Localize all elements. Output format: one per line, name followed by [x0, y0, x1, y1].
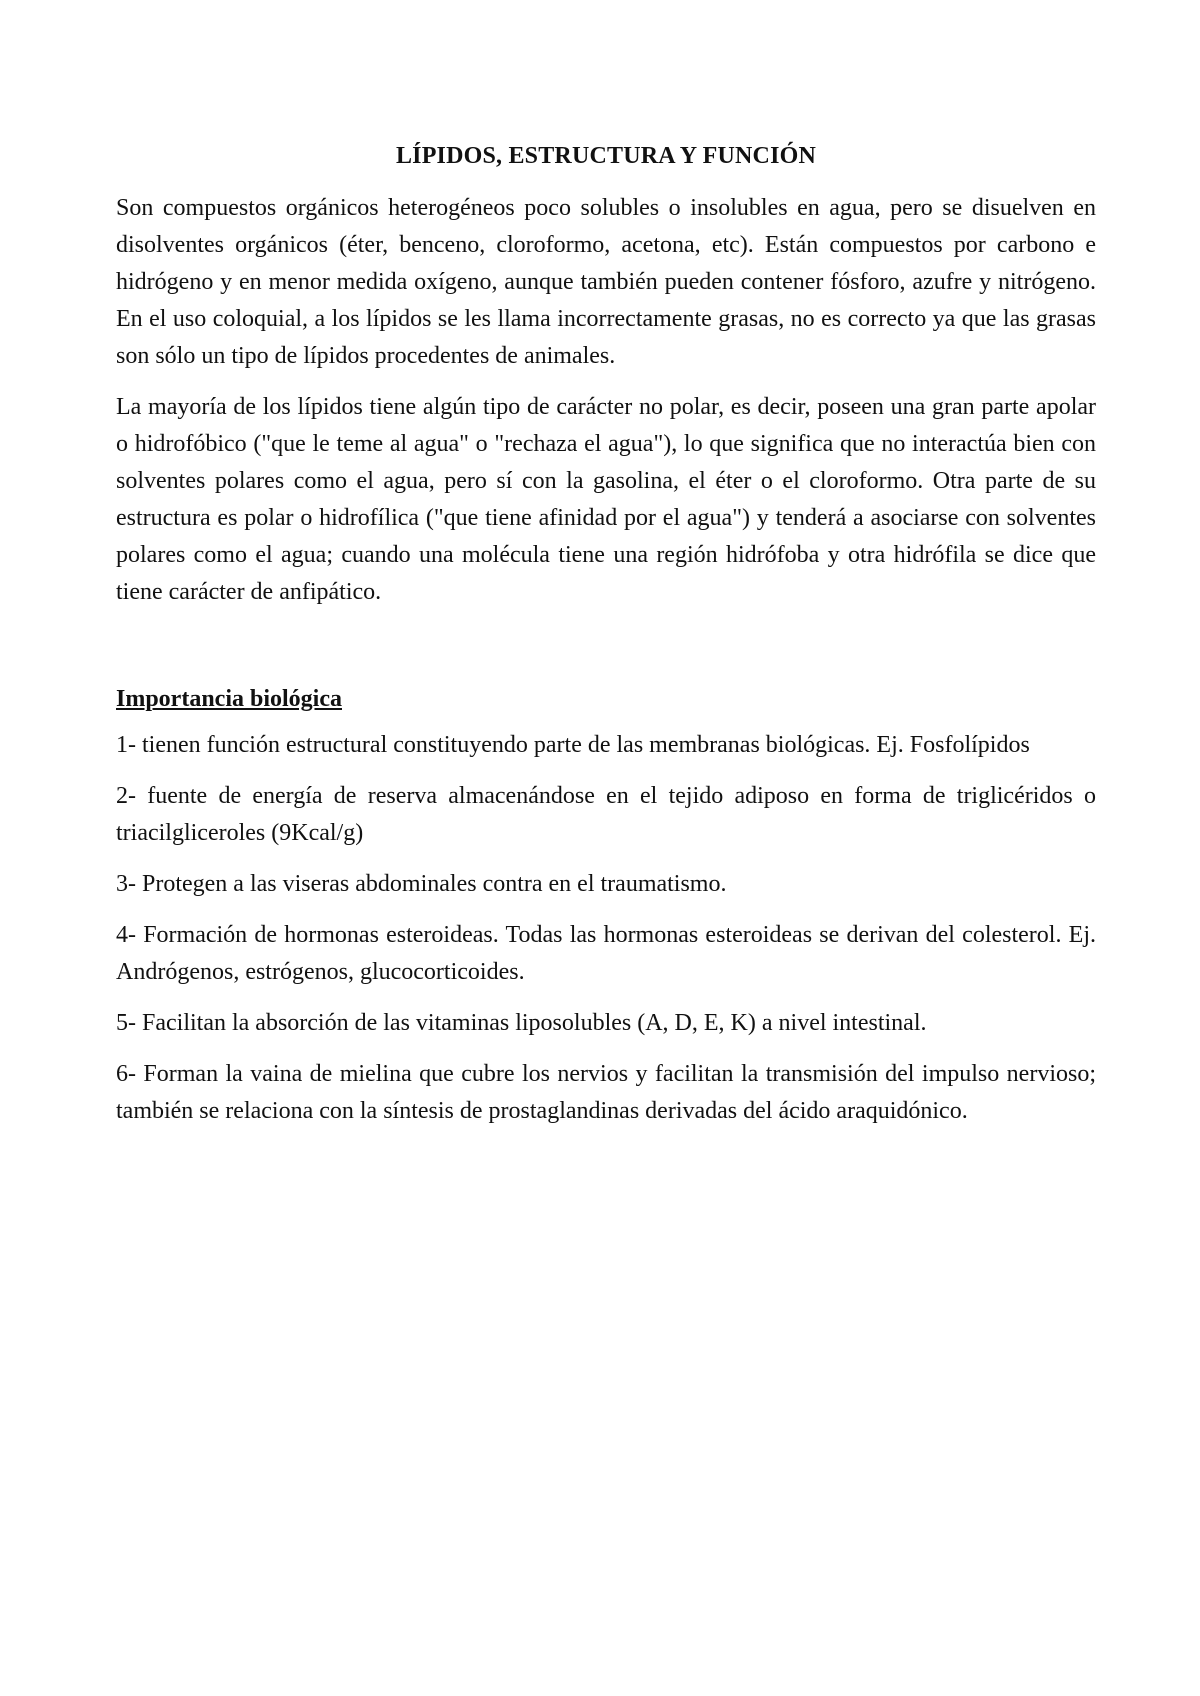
list-item: 3- Protegen a las viseras abdominales contra en el traumatismo. [116, 871, 727, 897]
list-item: 4- Formación de hormonas esteroideas. Todas las hormonas esteroideas se derivan del colesterol. Ej. Andrógenos, estrógenos, glucocorticoides. [116, 922, 1096, 985]
list-item: 5- Facilitan la absorción de las vitaminas liposolubles (A, D, E, K) a nivel intestinal. [116, 1010, 927, 1036]
polarity-paragraph: La mayoría de los lípidos tiene algún tipo de carácter no polar, es decir, poseen una gran parte apolar o hidrofóbico ("que le teme al agua" o "rechaza el agua"), lo que significa que no interactúa bien con solventes polares como el agua, pero sí con la gasolina, el éter o el cloroformo. Otra parte de su estructura es polar o hidrofílica ("que tiene afinidad por el agua") y tenderá a asociarse con solventes polares como el agua; cuando una molécula tiene una región hidrófoba y otra hidrófila se dice que tiene carácter de anfipático. [116, 394, 1096, 605]
list-item: 6- Forman la vaina de mielina que cubre los nervios y facilitan la transmisión del impulso nervioso; también se relaciona con la síntesis de prostaglandinas derivadas del ácido araquidónico. [116, 1061, 1096, 1124]
section-heading: Importancia biológica [116, 686, 342, 712]
document-page [116, 140, 1096, 1144]
list-item: 2- fuente de energía de reserva almacenándose en el tejido adiposo en forma de triglicéridos o triacilgliceroles (9Kcal/g) [116, 783, 1096, 846]
list-item: 1- tienen función estructural constituyendo parte de las membranas biológicas. Ej. Fosfolípidos [116, 732, 1030, 758]
importance-list [116, 727, 1096, 1130]
document-title: LÍPIDOS, ESTRUCTURA Y FUNCIÓN [395, 143, 817, 169]
intro-paragraph: Son compuestos orgánicos heterogéneos poco solubles o insolubles en agua, pero se disuelven en disolventes orgánicos (éter, benceno, cloroformo, acetona, etc). Están compuestos por carbono e hidrógeno y en menor medida oxígeno, aunque también pueden contener fósforo, azufre y nitrógeno. En el uso coloquial, a los lípidos se les llama incorrectamente grasas, no es correcto ya que las grasas son sólo un tipo de lípidos procedentes de animales. [116, 195, 1096, 369]
